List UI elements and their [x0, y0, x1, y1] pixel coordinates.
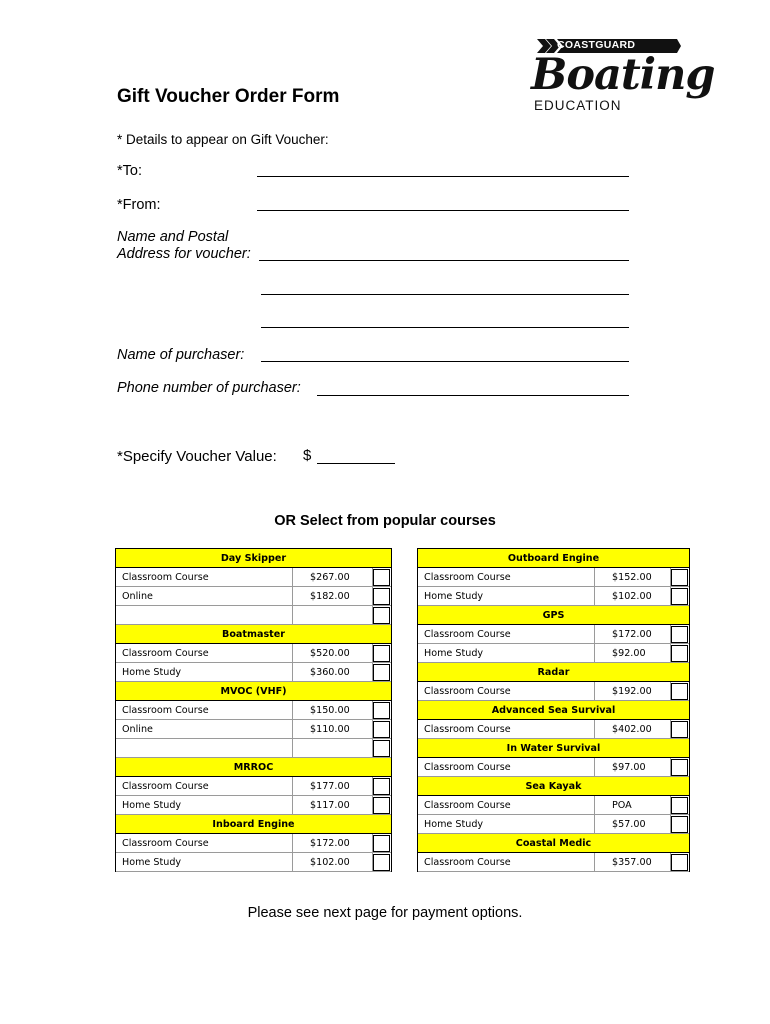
- course-price: $152.00: [594, 568, 671, 587]
- course-name: Classroom Course: [122, 572, 209, 583]
- from-label: *From:: [117, 197, 161, 213]
- course-price: $267.00: [292, 568, 373, 587]
- course-checkbox[interactable]: [671, 626, 688, 643]
- course-checkbox[interactable]: [373, 835, 390, 852]
- coastguard-boating-education-logo: [531, 36, 715, 114]
- course-section-header-outboard-engine: [418, 549, 689, 568]
- course-name: Classroom Course: [424, 724, 511, 735]
- course-price: $57.00: [594, 815, 671, 834]
- course-section-title: MRROC: [233, 762, 274, 773]
- course-checkbox[interactable]: [671, 854, 688, 871]
- voucher-value-field[interactable]: [303, 447, 395, 464]
- course-row-outboard-engine-home-study: [418, 587, 689, 606]
- course-section-header-radar: [418, 663, 689, 682]
- course-name: Home Study: [424, 591, 484, 602]
- course-name: Home Study: [122, 667, 182, 678]
- course-row-inboard-engine-home-study: [116, 853, 391, 872]
- course-row-boatmaster-classroom-course: [116, 644, 391, 663]
- course-name: Home Study: [424, 648, 484, 659]
- address-label-line1: Name and Postal: [117, 229, 229, 245]
- course-row-day-skipper-online: [116, 587, 391, 606]
- course-section-title: GPS: [542, 610, 565, 621]
- course-price: $172.00: [292, 834, 373, 853]
- course-price-empty: [292, 606, 373, 625]
- course-section-title: In Water Survival: [506, 743, 601, 754]
- address-field-line-1[interactable]: [259, 260, 629, 261]
- logo-banner-text: COASTGUARD: [557, 39, 636, 51]
- course-price-empty: [292, 739, 373, 758]
- course-price: $192.00: [594, 682, 671, 701]
- course-section-header-in-water-survival: [418, 739, 689, 758]
- course-price: $102.00: [292, 853, 373, 872]
- course-name: Classroom Course: [424, 629, 511, 640]
- course-row-gps-classroom-course: [418, 625, 689, 644]
- from-field-line[interactable]: [257, 210, 629, 211]
- course-price: $520.00: [292, 644, 373, 663]
- course-row-inboard-engine-classroom-course: [116, 834, 391, 853]
- course-checkbox[interactable]: [373, 721, 390, 738]
- voucher-value-blank[interactable]: [317, 450, 395, 464]
- course-section-title: Inboard Engine: [212, 819, 295, 830]
- course-checkbox[interactable]: [373, 588, 390, 605]
- course-price: $182.00: [292, 587, 373, 606]
- course-section-header-mvoc-vhf: [116, 682, 391, 701]
- course-checkbox[interactable]: [671, 721, 688, 738]
- course-checkbox[interactable]: [671, 683, 688, 700]
- courses-heading: OR Select from popular courses: [274, 513, 496, 529]
- course-name: Classroom Course: [122, 781, 209, 792]
- course-section-header-mrroc: [116, 758, 391, 777]
- purchaser-name-field-line[interactable]: [261, 361, 629, 362]
- course-price: $117.00: [292, 796, 373, 815]
- course-row-sea-kayak-home-study: [418, 815, 689, 834]
- course-section-header-boatmaster: [116, 625, 391, 644]
- course-checkbox[interactable]: [373, 778, 390, 795]
- course-section-title: Radar: [537, 667, 570, 678]
- to-field-line[interactable]: [257, 176, 629, 177]
- course-row-mrroc-classroom-course: [116, 777, 391, 796]
- course-row-advanced-sea-survival-classroom-course: [418, 720, 689, 739]
- course-checkbox[interactable]: [373, 569, 390, 586]
- course-section-header-gps: [418, 606, 689, 625]
- course-checkbox[interactable]: [373, 854, 390, 871]
- course-row-coastal-medic-classroom-course: [418, 853, 689, 872]
- course-name: Online: [122, 591, 153, 602]
- currency-symbol: $: [303, 447, 312, 464]
- course-name: Classroom Course: [122, 705, 209, 716]
- voucher-value-label: *Specify Voucher Value:: [117, 448, 277, 465]
- course-name: Home Study: [424, 819, 484, 830]
- course-row-in-water-survival-classroom-course: [418, 758, 689, 777]
- course-price: $110.00: [292, 720, 373, 739]
- course-price: $92.00: [594, 644, 671, 663]
- course-section-header-day-skipper: [116, 549, 391, 568]
- course-row-gps-home-study: [418, 644, 689, 663]
- course-section-title: Boatmaster: [222, 629, 285, 640]
- course-section-header-sea-kayak: [418, 777, 689, 796]
- course-checkbox-empty[interactable]: [373, 607, 390, 624]
- course-checkbox[interactable]: [671, 588, 688, 605]
- course-row-mrroc-home-study: [116, 796, 391, 815]
- course-price: POA: [594, 796, 671, 815]
- page-title: Gift Voucher Order Form: [117, 86, 340, 107]
- course-checkbox-empty[interactable]: [373, 740, 390, 757]
- course-name: Classroom Course: [424, 762, 511, 773]
- course-section-header-advanced-sea-survival: [418, 701, 689, 720]
- course-row-mvoc-vhf-classroom-course: [116, 701, 391, 720]
- course-name: Online: [122, 724, 153, 735]
- footer-note: Please see next page for payment options.: [247, 905, 523, 921]
- course-price: $150.00: [292, 701, 373, 720]
- course-checkbox[interactable]: [373, 645, 390, 662]
- course-name: Classroom Course: [424, 572, 511, 583]
- course-row-empty: [116, 739, 391, 758]
- course-checkbox[interactable]: [671, 645, 688, 662]
- course-name: Home Study: [122, 800, 182, 811]
- course-price: $102.00: [594, 587, 671, 606]
- course-checkbox[interactable]: [671, 759, 688, 776]
- course-name: Classroom Course: [424, 800, 511, 811]
- course-name: Classroom Course: [424, 686, 511, 697]
- course-price: $97.00: [594, 758, 671, 777]
- course-section-title: Outboard Engine: [507, 553, 600, 564]
- purchaser-phone-field-line[interactable]: [317, 395, 629, 396]
- course-section-header-inboard-engine: [116, 815, 391, 834]
- course-price: $357.00: [594, 853, 671, 872]
- course-row-sea-kayak-classroom-course: [418, 796, 689, 815]
- address-field-line-2[interactable]: [261, 294, 629, 295]
- course-name: Classroom Course: [122, 838, 209, 849]
- details-note: * Details to appear on Gift Voucher:: [117, 132, 329, 147]
- course-price: $177.00: [292, 777, 373, 796]
- address-label-line2: Address for voucher:: [117, 246, 251, 262]
- course-name: Home Study: [122, 857, 182, 868]
- course-row-outboard-engine-classroom-course: [418, 568, 689, 587]
- course-row-radar-classroom-course: [418, 682, 689, 701]
- address-field-line-3[interactable]: [261, 327, 629, 328]
- course-row-boatmaster-home-study: [116, 663, 391, 682]
- course-name: Classroom Course: [122, 648, 209, 659]
- logo-subtitle: EDUCATION: [534, 98, 622, 113]
- course-name: Classroom Course: [424, 857, 511, 868]
- course-checkbox[interactable]: [373, 664, 390, 681]
- purchaser-phone-label: Phone number of purchaser:: [117, 380, 301, 396]
- to-label: *To:: [117, 163, 142, 179]
- course-row-mvoc-vhf-online: [116, 720, 391, 739]
- course-checkbox[interactable]: [373, 702, 390, 719]
- course-section-title: Day Skipper: [220, 553, 287, 564]
- course-price: $360.00: [292, 663, 373, 682]
- course-checkbox[interactable]: [373, 797, 390, 814]
- course-section-header-coastal-medic: [418, 834, 689, 853]
- course-section-title: Advanced Sea Survival: [491, 705, 616, 716]
- right-course-table: [417, 548, 690, 872]
- course-row-day-skipper-classroom-course: [116, 568, 391, 587]
- course-price: $172.00: [594, 625, 671, 644]
- course-checkbox[interactable]: [671, 569, 688, 586]
- purchaser-name-label: Name of purchaser:: [117, 347, 245, 363]
- left-course-table: [115, 548, 392, 872]
- course-price: $402.00: [594, 720, 671, 739]
- course-checkbox[interactable]: [671, 797, 688, 814]
- course-section-title: Coastal Medic: [515, 838, 592, 849]
- course-row-empty: [116, 606, 391, 625]
- course-checkbox[interactable]: [671, 816, 688, 833]
- course-section-title: MVOC (VHF): [220, 686, 287, 697]
- course-section-title: Sea Kayak: [525, 781, 582, 792]
- logo-wordmark: Boating: [531, 50, 715, 100]
